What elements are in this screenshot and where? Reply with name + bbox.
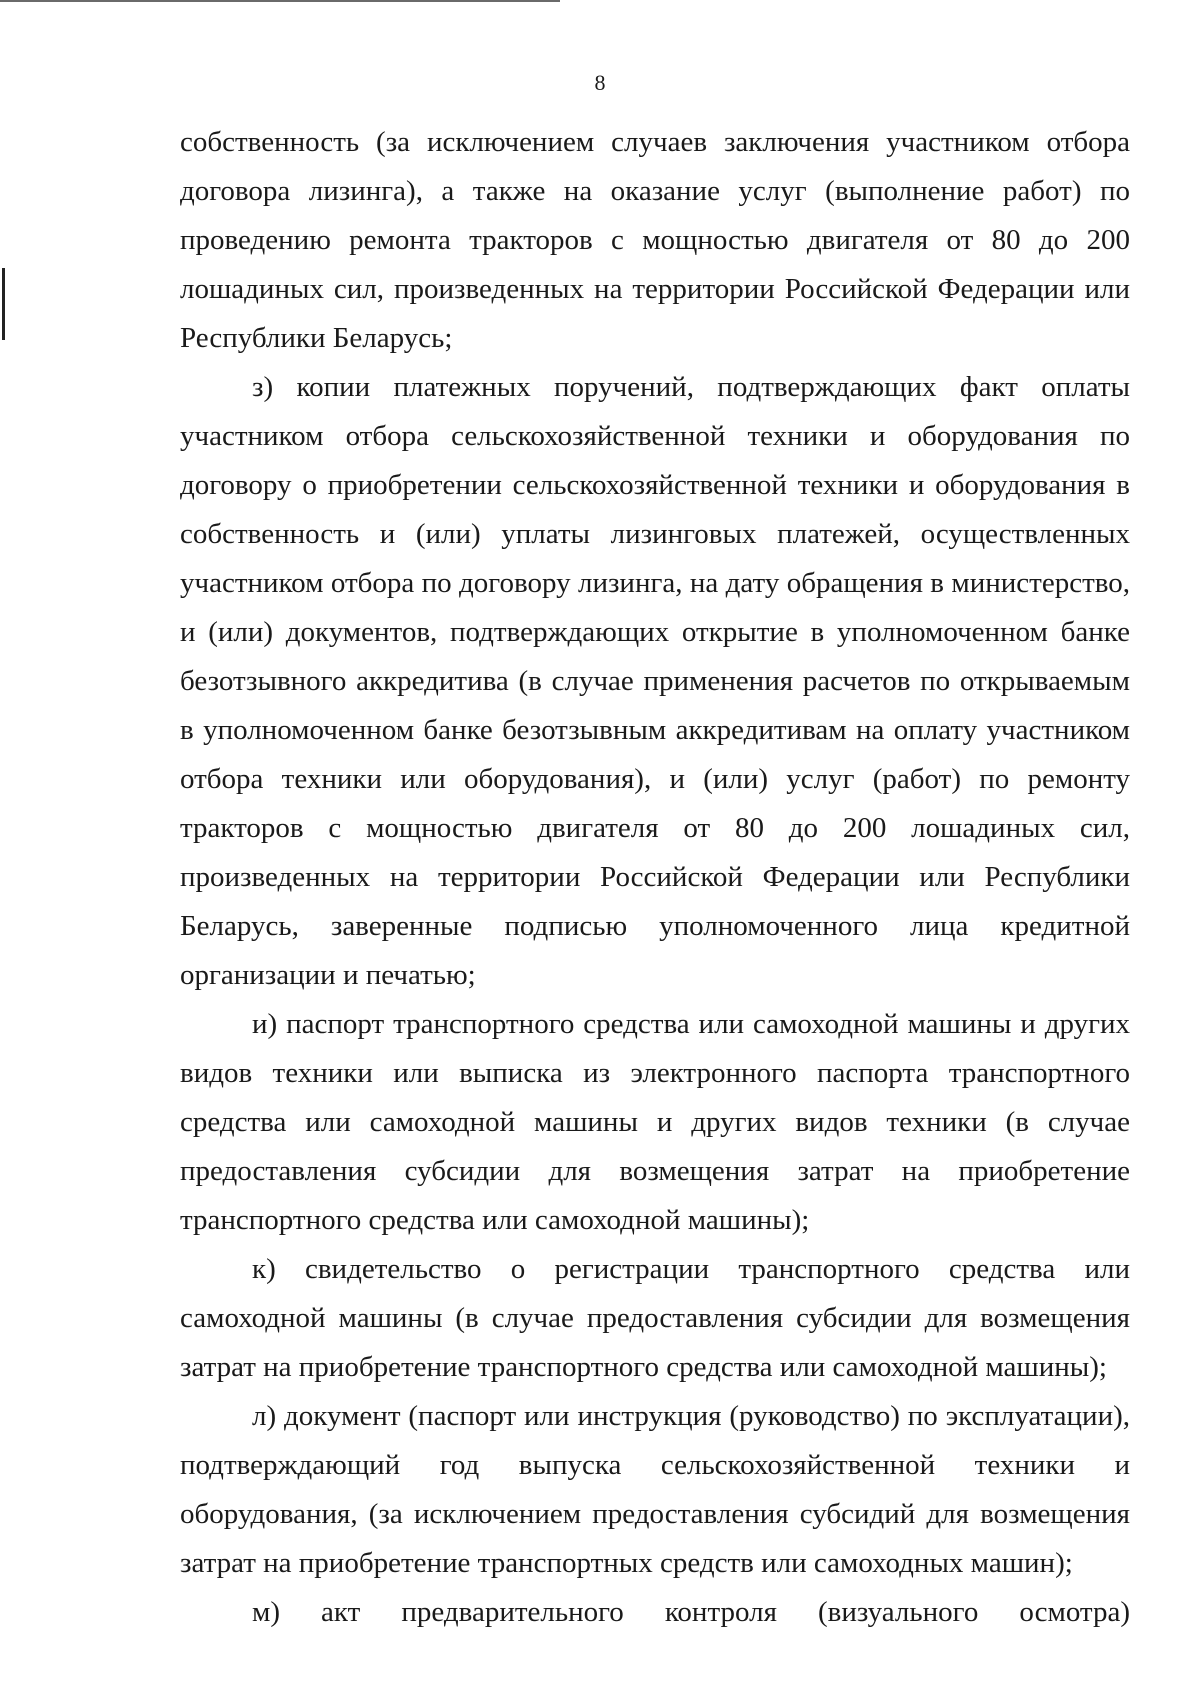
paragraph-item-k: к) свидетельство о регистрации транспортного средства или самоходной машины (в случае предоставления субсидии для возмещения затрат на приобретение транспортного средства или самоходной машины); (180, 1253, 1130, 1383)
document-body (180, 118, 1130, 1637)
paragraph-item-z: з) копии платежных поручений, подтверждающих факт оплаты участником отбора сельскохозяйственной техники и оборудования по договору о приобретении сельскохозяйственной техники и оборудования в собственность и (или) уплаты лизинговых платежей, осуществленных участником отбора по договору лизинга, на дату обращения в министерство, и (или) документов, подтверждающих открытие в уполномоченном банке безотзывного аккредитива (в случае применения расчетов по открываемым в уполномоченном банке безотзывным аккредитивам на оплату участником отбора техники или оборудования), и (или) услуг (работ) по ремонту тракторов с мощностью двигателя от 80 до 200 лошадиных сил, произведенных на территории Российской Федерации или Республики Беларусь, заверенные подписью уполномоченного лица кредитной организации и печатью; (180, 371, 1130, 991)
paragraph-item-l: л) документ (паспорт или инструкция (руководство) по эксплуатации), подтверждающий год выпуска сельскохозяйственной техники и оборудования, (за исключением предоставления субсидий для возмещения затрат на приобретение транспортных средств или самоходных машин); (180, 1400, 1130, 1579)
paragraph-item-i: и) паспорт транспортного средства или самоходной машины и других видов техники или выписка из электронного паспорта транспортного средства или самоходной машины и других видов техники (в случае предоставления субсидии для возмещения затрат на приобретение транспортного средства или самоходной машины); (180, 1008, 1130, 1236)
scan-margin-mark (2, 268, 5, 340)
scan-top-rule (0, 0, 560, 2)
paragraph-continuation: собственность (за исключением случаев заключения участником отбора договора лизинга), а также на оказание услуг (выполнение работ) по проведению ремонта тракторов с мощностью двигателя от 80 до 200 лошадиных сил, произведенных на территории Российской Федерации или Республики Беларусь; (180, 126, 1130, 354)
paragraph-item-m: м) акт предварительного контроля (визуального осмотра) (252, 1596, 1130, 1628)
page-number: 8 (594, 70, 606, 95)
